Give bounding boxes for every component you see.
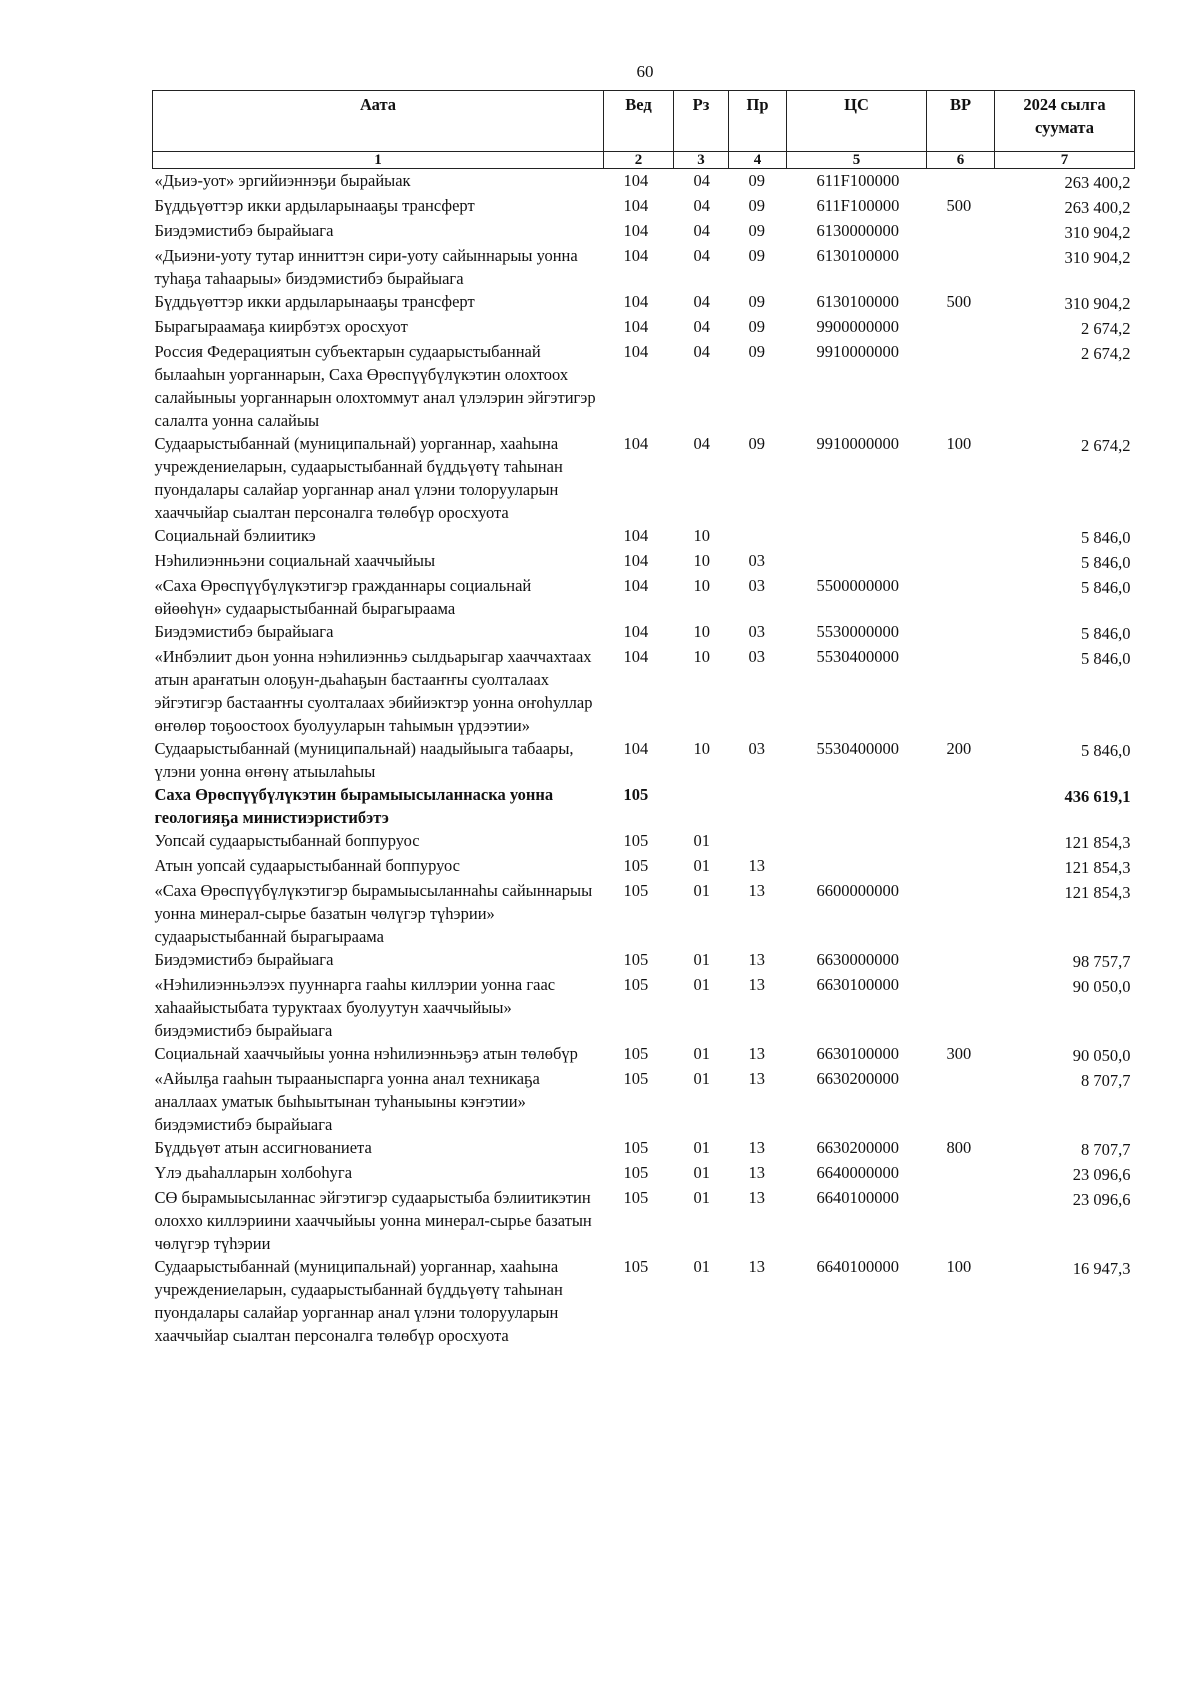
table-row (153, 948, 1135, 973)
row-vr (927, 948, 995, 973)
row-name: Бүддьүөттэр икки ардыларынааҕы трансферт (154, 292, 475, 311)
table-row (153, 829, 1135, 854)
row-amount: 2 674,2 (1081, 436, 1131, 455)
table-row (153, 620, 1135, 645)
row-pr: 03 (748, 576, 765, 595)
row-cs: 6640100000 (816, 1188, 899, 1207)
column-number: 4 (729, 152, 787, 169)
row-vr: 500 (946, 196, 972, 215)
row-ved: 105 (623, 975, 649, 994)
row-ved: 104 (623, 221, 649, 240)
row-rz: 10 (693, 622, 710, 641)
row-name: «Саха Өрөспүүбүлүкэтигэр гражданнары социальнай өйөөһүн» судаарыстыбаннай бырагыраама (154, 576, 532, 618)
row-cs: 611F100000 (816, 196, 900, 215)
header-amount-2024: 2024 сылга суумата (995, 91, 1135, 152)
row-ved: 105 (623, 1188, 649, 1207)
row-ved: 104 (623, 576, 649, 595)
row-ved: 105 (623, 831, 649, 850)
row-ved: 104 (623, 196, 649, 215)
row-rz: 01 (693, 856, 710, 875)
table-row (153, 783, 1135, 829)
row-pr: 03 (748, 739, 765, 758)
row-name: Бүддьүөт атын ассигнованиета (154, 1138, 372, 1157)
row-name: Биэдэмистибэ бырайыага (154, 950, 334, 969)
row-ved: 105 (623, 1163, 649, 1182)
row-cs (787, 783, 927, 829)
row-rz: 04 (693, 292, 710, 311)
row-amount: 90 050,0 (1072, 1046, 1131, 1065)
row-name: Нэһилиэнньэни социальнай хааччыйыы (154, 551, 436, 570)
row-pr: 13 (748, 950, 765, 969)
table-row (153, 244, 1135, 290)
row-amount: 98 757,7 (1072, 952, 1131, 971)
row-rz: 01 (693, 1188, 710, 1207)
row-vr (927, 219, 995, 244)
table-row (153, 524, 1135, 549)
row-name: Судаарыстыбаннай (муниципальнай) уорганнар, хааһына учреждениеларын, судаарыстыбаннай бүддьүөтү таһынан пуондалары салайар уорганнар анал үлэни толорууларын хааччыйар сыалтан персоналга төлөбүр оросхуота (154, 434, 563, 522)
row-rz: 04 (693, 317, 710, 336)
row-vr: 100 (946, 1257, 972, 1276)
row-name: «Нэһилиэнньэлээх пууннарга гааһы киллэрии уонна гаас хаһаайыстыбата туруктаах буолуутун хааччыйыы» биэдэмистибэ бырайыага (154, 975, 556, 1040)
row-amount: 5 846,0 (1081, 649, 1131, 668)
row-cs: 5530400000 (816, 647, 899, 666)
row-cs: 6130000000 (816, 221, 899, 240)
row-amount: 8 707,7 (1081, 1071, 1131, 1090)
row-vr (927, 783, 995, 829)
header-ved: Вед (604, 91, 674, 152)
row-cs: 6130100000 (816, 292, 899, 311)
row-rz: 04 (693, 246, 710, 265)
table-row (153, 219, 1135, 244)
row-amount: 310 904,2 (1064, 248, 1131, 267)
row-ved: 104 (623, 647, 649, 666)
column-number: 7 (995, 152, 1135, 169)
row-vr (927, 574, 995, 620)
row-amount: 310 904,2 (1064, 294, 1131, 313)
row-vr (927, 879, 995, 948)
row-vr: 100 (946, 434, 972, 453)
column-number: 5 (787, 152, 927, 169)
row-vr: 800 (946, 1138, 972, 1157)
row-vr (927, 829, 995, 854)
table-row (153, 645, 1135, 737)
row-pr: 03 (748, 622, 765, 641)
column-number: 3 (674, 152, 729, 169)
row-pr (729, 524, 787, 549)
row-cs: 6630200000 (816, 1069, 899, 1088)
row-cs (787, 829, 927, 854)
row-ved: 105 (623, 1257, 649, 1276)
row-ved: 105 (623, 950, 649, 969)
row-vr (927, 973, 995, 1042)
row-vr (927, 340, 995, 432)
row-name: «Дьиэ-уот» эргийиэннэҕи бырайыак (154, 171, 411, 190)
row-name: Россия Федерациятын субъектарын судаарыстыбаннай былааһын уорганнарын, Саха Өрөспүүбүлүкэтин олохтоох салайыныы уорганнарын олохтоммут анал үлэлэрин эйгэтигэр салалта уонна салайыы (154, 342, 596, 430)
row-rz: 10 (693, 647, 710, 666)
budget-table (152, 90, 1135, 1347)
header-vr: ВР (927, 91, 995, 152)
row-cs: 5500000000 (816, 576, 899, 595)
row-name: Бырагыраамаҕа киирбэтэх оросхуот (154, 317, 408, 336)
row-cs (787, 854, 927, 879)
row-amount: 5 846,0 (1081, 528, 1131, 547)
row-rz: 04 (693, 434, 710, 453)
row-name: Саха Өрөспүүбүлүкэтин бырамыысыланнаска уонна геологияҕа министиэристибэтэ (154, 785, 554, 827)
page-number: 60 (636, 62, 654, 81)
row-rz: 01 (693, 1069, 710, 1088)
table-row (153, 1067, 1135, 1136)
row-rz: 04 (693, 221, 710, 240)
row-cs: 6130100000 (816, 246, 899, 265)
row-ved: 104 (623, 526, 649, 545)
row-amount: 5 846,0 (1081, 741, 1131, 760)
row-name: СӨ бырамыысыланнас эйгэтигэр судаарыстыба бэлиитикэтин олоххо киллэриини хааччыйыы уонна минерал-сырье базатын чөлүгэр түһэрии (154, 1188, 592, 1253)
row-rz: 04 (693, 171, 710, 190)
row-cs (787, 524, 927, 549)
row-amount: 121 854,3 (1064, 833, 1131, 852)
header-rz: Рз (674, 91, 729, 152)
row-ved: 105 (623, 785, 649, 804)
row-pr (729, 829, 787, 854)
row-cs: 6600000000 (816, 881, 899, 900)
row-cs: 6630200000 (816, 1138, 899, 1157)
row-amount: 263 400,2 (1064, 198, 1131, 217)
column-number: 1 (153, 152, 604, 169)
row-rz: 01 (693, 881, 710, 900)
row-vr: 300 (946, 1044, 972, 1063)
table-row (153, 1136, 1135, 1161)
row-cs: 5530400000 (816, 739, 899, 758)
row-rz: 10 (693, 576, 710, 595)
table-row (153, 879, 1135, 948)
row-rz: 01 (693, 950, 710, 969)
header-pr: Пр (729, 91, 787, 152)
row-cs: 6630000000 (816, 950, 899, 969)
row-pr: 13 (748, 881, 765, 900)
table-row (153, 1186, 1135, 1255)
row-vr (927, 1186, 995, 1255)
row-name: «Инбэлиит дьон уонна нэһилиэнньэ сылдьарыгар хааччахтаах атын араҥатын олоҕун-дьаһаҕын бастааҥҥы суолталаах эйгэтигэр бастааҥҥы суолталаах эбийиэктэр уонна оҥоһуллар өҥөлөр тоҕоостоох буолууларын таһымын үрдээтии» (154, 647, 593, 735)
row-rz: 10 (693, 551, 710, 570)
row-pr: 09 (748, 171, 765, 190)
row-name: Уопсай судаарыстыбаннай боппуруос (154, 831, 420, 850)
row-vr (927, 1067, 995, 1136)
row-cs: 9900000000 (816, 317, 899, 336)
row-name: «Айылҕа гааһын тырааныспарга уонна анал техникаҕа аналлаах уматык быһыытынан туһаныыны кэҥэтии» биэдэмистибэ бырайыага (154, 1069, 540, 1134)
row-vr (927, 244, 995, 290)
row-amount: 8 707,7 (1081, 1140, 1131, 1159)
row-vr: 500 (946, 292, 972, 311)
row-vr (927, 169, 995, 195)
row-pr: 13 (748, 856, 765, 875)
row-pr: 09 (748, 434, 765, 453)
row-name: Биэдэмистибэ бырайыага (154, 221, 334, 240)
row-name: Бүддьүөттэр икки ардыларынааҕы трансферт (154, 196, 475, 215)
row-amount: 5 846,0 (1081, 624, 1131, 643)
row-amount: 23 096,6 (1072, 1165, 1131, 1184)
row-rz: 10 (693, 739, 710, 758)
table-row (153, 1255, 1135, 1347)
row-ved: 104 (623, 292, 649, 311)
table-row (153, 574, 1135, 620)
row-cs: 611F100000 (816, 171, 900, 190)
row-vr (927, 315, 995, 340)
column-number: 6 (927, 152, 995, 169)
header-name: Аата (153, 91, 604, 152)
row-name: Үлэ дьаһалларын холбоһуга (154, 1163, 353, 1182)
row-rz: 01 (693, 1257, 710, 1276)
row-ved: 104 (623, 171, 649, 190)
row-vr (927, 620, 995, 645)
row-amount: 90 050,0 (1072, 977, 1131, 996)
row-pr: 03 (748, 551, 765, 570)
row-cs: 6630100000 (816, 975, 899, 994)
row-cs: 5530000000 (816, 622, 899, 641)
row-amount: 5 846,0 (1081, 578, 1131, 597)
row-pr: 09 (748, 246, 765, 265)
table-row (153, 432, 1135, 524)
header-cs: ЦС (787, 91, 927, 152)
row-cs: 9910000000 (816, 434, 899, 453)
row-ved: 105 (623, 881, 649, 900)
row-rz: 04 (693, 196, 710, 215)
row-rz: 01 (693, 975, 710, 994)
row-vr (927, 549, 995, 574)
table-row (153, 290, 1135, 315)
row-ved: 104 (623, 434, 649, 453)
row-name: Социальнай бэлиитикэ (154, 526, 316, 545)
table-body (153, 169, 1135, 1348)
column-number-row (153, 152, 1135, 169)
row-ved: 105 (623, 1138, 649, 1157)
row-pr: 13 (748, 1163, 765, 1182)
row-amount: 2 674,2 (1081, 344, 1131, 363)
row-amount: 16 947,3 (1072, 1259, 1131, 1278)
table-row (153, 973, 1135, 1042)
table-row (153, 194, 1135, 219)
row-amount: 310 904,2 (1064, 223, 1131, 242)
row-ved: 104 (623, 622, 649, 641)
row-amount: 263 400,2 (1064, 173, 1131, 192)
row-rz: 10 (693, 526, 710, 545)
row-ved: 104 (623, 739, 649, 758)
row-pr: 09 (748, 196, 765, 215)
row-pr: 03 (748, 647, 765, 666)
row-vr (927, 524, 995, 549)
row-vr (927, 1161, 995, 1186)
row-rz (674, 783, 729, 829)
row-cs: 9910000000 (816, 342, 899, 361)
row-name: Атын уопсай судаарыстыбаннай боппуруос (154, 856, 460, 875)
row-pr (729, 783, 787, 829)
table-row (153, 549, 1135, 574)
row-vr (927, 645, 995, 737)
row-name: «Саха Өрөспүүбүлүкэтигэр бырамыысыланнаһы сайыннарыы уонна минерал-сырье базатын чөлүгэр түһэрии» судаарыстыбаннай бырагыраама (154, 881, 593, 946)
table-row (153, 315, 1135, 340)
row-pr: 13 (748, 1257, 765, 1276)
row-name: Социальнай хааччыйыы уонна нэһилиэнньэҕэ атын төлөбүр (154, 1044, 578, 1063)
header-row (153, 91, 1135, 152)
row-pr: 13 (748, 1188, 765, 1207)
column-number: 2 (604, 152, 674, 169)
row-amount: 121 854,3 (1064, 883, 1131, 902)
row-pr: 09 (748, 292, 765, 311)
row-cs (787, 549, 927, 574)
row-name: Судаарыстыбаннай (муниципальнай) наадыйыыга табаары, үлэни уонна өҥөнү атыылаһыы (154, 739, 574, 781)
row-pr: 13 (748, 1138, 765, 1157)
row-amount: 121 854,3 (1064, 858, 1131, 877)
row-ved: 105 (623, 856, 649, 875)
table-row (153, 737, 1135, 783)
row-ved: 104 (623, 342, 649, 361)
row-pr: 09 (748, 221, 765, 240)
row-name: Биэдэмистибэ бырайыага (154, 622, 334, 641)
row-ved: 104 (623, 246, 649, 265)
row-rz: 04 (693, 342, 710, 361)
row-name: «Дьиэни-уоту тутар инниттэн сири-уоту сайыннарыы уонна туһаҕа таһаарыы» биэдэмистибэ бырайыага (154, 246, 578, 288)
row-amount: 5 846,0 (1081, 553, 1131, 572)
row-rz: 01 (693, 1138, 710, 1157)
row-ved: 104 (623, 317, 649, 336)
row-pr: 13 (748, 1069, 765, 1088)
row-pr: 13 (748, 1044, 765, 1063)
row-ved: 105 (623, 1069, 649, 1088)
row-cs: 6640000000 (816, 1163, 899, 1182)
row-vr: 200 (946, 739, 972, 758)
table-row (153, 169, 1135, 195)
row-cs: 6640100000 (816, 1257, 899, 1276)
table-row (153, 1161, 1135, 1186)
row-amount: 2 674,2 (1081, 319, 1131, 338)
row-rz: 01 (693, 1163, 710, 1182)
row-ved: 105 (623, 1044, 649, 1063)
table-row (153, 854, 1135, 879)
row-pr: 09 (748, 342, 765, 361)
row-rz: 01 (693, 831, 710, 850)
table-row (153, 1042, 1135, 1067)
table-row (153, 340, 1135, 432)
row-pr: 13 (748, 975, 765, 994)
row-name: Судаарыстыбаннай (муниципальнай) уорганнар, хааһына учреждениеларын, судаарыстыбаннай бүддьүөтү таһынан пуондалары салайар уорганнар анал үлэни толорууларын хааччыйар сыалтан персоналга төлөбүр оросхуота (154, 1257, 563, 1345)
row-vr (927, 854, 995, 879)
row-rz: 01 (693, 1044, 710, 1063)
row-pr: 09 (748, 317, 765, 336)
row-ved: 104 (623, 551, 649, 570)
row-cs: 6630100000 (816, 1044, 899, 1063)
row-amount: 23 096,6 (1072, 1190, 1131, 1209)
row-amount: 436 619,1 (1064, 787, 1131, 806)
